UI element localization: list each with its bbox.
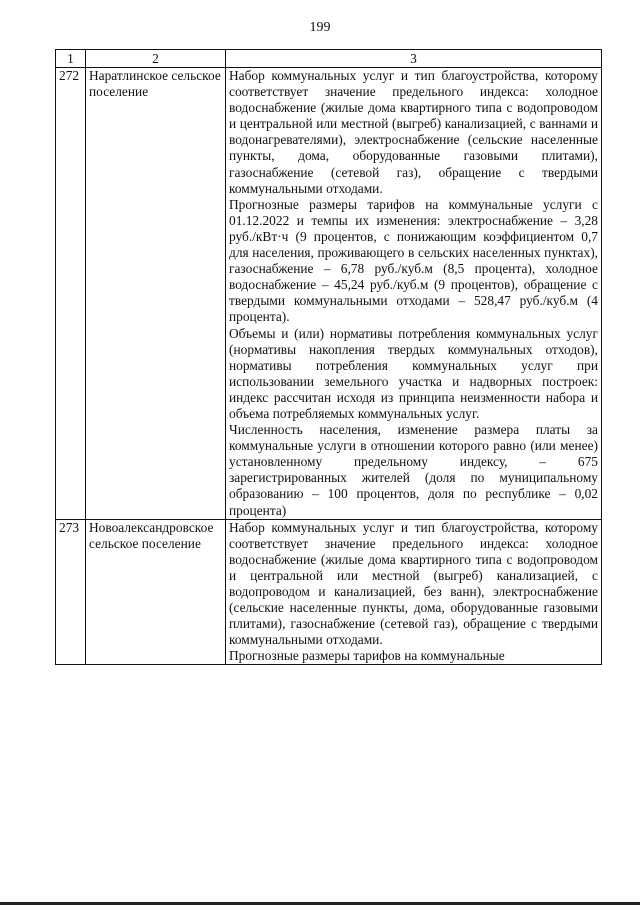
row-description <box>226 68 602 520</box>
paragraph: Прогнозные размеры тарифов на коммунальные <box>229 648 505 664</box>
paragraph: Набор коммунальных услуг и тип благоустройства, которому соответствует значение предельного индекса: холодное водоснабжение (жилые дома квартирного типа с водопроводом и центральной или местной (выгреб) канализацией, с ваннами и водонагревателями), электроснабжение (сельские населенные пункты, дома, оборудованные газовыми плитами), газоснабжение (сетевой газ), обращение с твердыми коммунальными отходами. <box>229 68 598 196</box>
tariff-table <box>55 49 602 665</box>
header-cell-1: 1 <box>56 50 86 68</box>
table-row <box>56 519 602 665</box>
header-cell-3: 3 <box>226 50 602 68</box>
table-row <box>56 68 602 520</box>
header-cell-2: 2 <box>86 50 226 68</box>
header-row <box>56 50 602 68</box>
row-description <box>226 519 602 665</box>
row-number: 273 <box>56 519 86 665</box>
paragraph: Численность населения, изменение размера платы за коммунальные услуги в отношении которого равно (или менее) установленному предельному индексу, – 675 зарегистрированных жителей (доля по муниципальному образованию – 100 процентов, доля по республике – 0,02 процента) <box>229 422 598 518</box>
settlement-name: Наратлинское сельское поселение <box>86 68 226 520</box>
paragraph: Прогнозные размеры тарифов на коммунальные услуги с 01.12.2022 и темпы их изменения: электроснабжение – 3,28 руб./кВт·ч (9 процентов, с понижающим коэффициентом 0,7 для населения, проживающего в сельских населенных пунктах), газоснабжение – 6,78 руб./куб.м (8,5 процента), холодное водоснабжение – 45,24 руб./куб.м (9 процентов), обращение с твердыми коммунальными отходами – 528,47 руб./куб.м (4 процента). <box>229 196 598 325</box>
row-number: 272 <box>56 68 86 520</box>
settlement-name: Новоалександровское сельское поселение <box>86 519 226 665</box>
paragraph: Набор коммунальных услуг и тип благоустройства, которому соответствует значение предельного индекса: холодное водоснабжение (жилые дома квартирного типа с водопроводом и центральной или местной (выгреб) канализацией, с водопроводом и канализацией, без ванн), электроснабжение (сельские населенные пункты, дома, оборудованные газовыми плитами), газоснабжение (сетевой газ), обращение с твердыми коммунальными отходами. <box>229 519 598 648</box>
paragraph: Объемы и (или) нормативы потребления коммунальных услуг (нормативы накопления твердых коммунальных отходов), нормативы потребления коммунальных услуг при использовании земельного участка и надворных построек: индекс рассчитан исходя из принципа неизменности набора и объема потребляемых коммунальных услуг. <box>229 325 598 421</box>
page-number: 199 <box>309 20 331 35</box>
